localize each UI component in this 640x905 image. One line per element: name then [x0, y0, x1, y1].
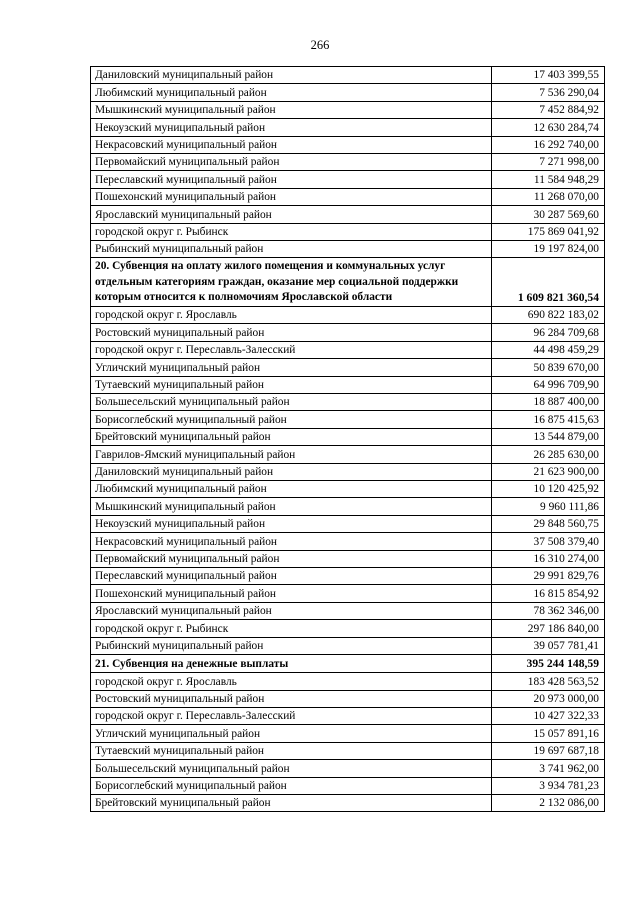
amount-cell: 183 428 563,52 — [492, 673, 605, 690]
amount-cell: 16 815 854,92 — [492, 585, 605, 602]
table-row — [91, 463, 605, 480]
amount-cell: 16 875 415,63 — [492, 411, 605, 428]
recipient-name: Ростовский муниципальный район — [91, 324, 492, 341]
amount-cell: 78 362 346,00 — [492, 602, 605, 619]
recipient-name: Тутаевский муниципальный район — [91, 742, 492, 759]
amount-cell: 12 630 284,74 — [492, 119, 605, 136]
table-row — [91, 602, 605, 619]
amount-cell: 19 197 824,00 — [492, 240, 605, 257]
table-row — [91, 567, 605, 584]
table-row — [91, 171, 605, 188]
amount-cell: 26 285 630,00 — [492, 446, 605, 463]
page-number: 266 — [310, 38, 330, 52]
amount-cell: 297 186 840,00 — [492, 620, 605, 637]
recipient-name: Любимский муниципальный район — [91, 480, 492, 497]
table-row — [91, 153, 605, 170]
table-row — [91, 760, 605, 777]
recipient-name: Мышкинский муниципальный район — [91, 498, 492, 515]
recipient-name: Некоузский муниципальный район — [91, 119, 492, 136]
amount-cell: 16 310 274,00 — [492, 550, 605, 567]
recipient-name: городской округ г. Рыбинск — [91, 620, 492, 637]
amount-cell: 50 839 670,00 — [492, 359, 605, 376]
recipient-name: Брейтовский муниципальный район — [91, 428, 492, 445]
recipient-name: Угличский муниципальный район — [91, 359, 492, 376]
table-row — [91, 498, 605, 515]
table-row — [91, 725, 605, 742]
recipient-name: Большесельский муниципальный район — [91, 394, 492, 411]
table-row — [91, 394, 605, 411]
table-row — [91, 84, 605, 101]
budget-table-body — [91, 67, 605, 812]
amount-cell: 96 284 709,68 — [492, 324, 605, 341]
table-row — [91, 240, 605, 257]
recipient-name: Мышкинский муниципальный район — [91, 101, 492, 118]
recipient-name: Гаврилов-Ямский муниципальный район — [91, 446, 492, 463]
amount-cell: 39 057 781,41 — [492, 637, 605, 654]
amount-cell: 3 934 781,23 — [492, 777, 605, 794]
amount-cell: 175 869 041,92 — [492, 223, 605, 240]
amount-cell: 10 120 425,92 — [492, 480, 605, 497]
section-total: 395 244 148,59 — [492, 654, 605, 672]
table-row — [91, 428, 605, 445]
recipient-name: Некоузский муниципальный район — [91, 515, 492, 532]
recipient-name: Некрасовский муниципальный район — [91, 533, 492, 550]
table-row — [91, 708, 605, 725]
amount-cell: 18 887 400,00 — [492, 394, 605, 411]
recipient-name: Пошехонский муниципальный район — [91, 585, 492, 602]
table-row — [91, 206, 605, 223]
amount-cell: 19 697 687,18 — [492, 742, 605, 759]
recipient-name: Большесельский муниципальный район — [91, 760, 492, 777]
amount-cell: 13 544 879,00 — [492, 428, 605, 445]
recipient-name: Любимский муниципальный район — [91, 84, 492, 101]
table-row — [91, 376, 605, 393]
table-row — [91, 446, 605, 463]
amount-cell: 44 498 459,29 — [492, 341, 605, 358]
section-row — [91, 258, 605, 307]
amount-cell: 2 132 086,00 — [492, 795, 605, 812]
amount-cell: 20 973 000,00 — [492, 690, 605, 707]
recipient-name: Борисоглебский муниципальный район — [91, 411, 492, 428]
recipient-name: Рыбинский муниципальный район — [91, 240, 492, 257]
table-row — [91, 533, 605, 550]
table-row — [91, 411, 605, 428]
recipient-name: Некрасовский муниципальный район — [91, 136, 492, 153]
recipient-name: городской округ г. Переславль-Залесский — [91, 341, 492, 358]
table-row — [91, 359, 605, 376]
table-row — [91, 119, 605, 136]
recipient-name: городской округ г. Ярославль — [91, 307, 492, 324]
amount-cell: 64 996 709,90 — [492, 376, 605, 393]
section-row — [91, 654, 605, 672]
recipient-name: Переславский муниципальный район — [91, 567, 492, 584]
recipient-name: Первомайский муниципальный район — [91, 550, 492, 567]
recipient-name: Рыбинский муниципальный район — [91, 637, 492, 654]
amount-cell: 37 508 379,40 — [492, 533, 605, 550]
table-row — [91, 307, 605, 324]
section-title: 21. Субвенция на денежные выплаты — [91, 654, 492, 672]
recipient-name: Угличский муниципальный район — [91, 725, 492, 742]
amount-cell: 17 403 399,55 — [492, 67, 605, 84]
section-total: 1 609 821 360,54 — [492, 258, 605, 307]
recipient-name: Переславский муниципальный район — [91, 171, 492, 188]
table-row — [91, 620, 605, 637]
recipient-name: Тутаевский муниципальный район — [91, 376, 492, 393]
recipient-name: городской округ г. Рыбинск — [91, 223, 492, 240]
amount-cell: 11 268 070,00 — [492, 188, 605, 205]
table-row — [91, 690, 605, 707]
table-row — [91, 742, 605, 759]
amount-cell: 15 057 891,16 — [492, 725, 605, 742]
table-row — [91, 550, 605, 567]
amount-cell: 16 292 740,00 — [492, 136, 605, 153]
amount-cell: 690 822 183,02 — [492, 307, 605, 324]
table-row — [91, 637, 605, 654]
recipient-name: Первомайский муниципальный район — [91, 153, 492, 170]
amount-cell: 29 991 829,76 — [492, 567, 605, 584]
recipient-name: городской округ г. Ярославль — [91, 673, 492, 690]
table-row — [91, 223, 605, 240]
recipient-name: Пошехонский муниципальный район — [91, 188, 492, 205]
recipient-name: Ростовский муниципальный район — [91, 690, 492, 707]
table-row — [91, 480, 605, 497]
section-title: 20. Субвенция на оплату жилого помещения и коммунальных услуг отдельным категориям граждан, оказание мер социальной поддержки которым относится к полномочиям Ярославской области — [91, 258, 492, 307]
table-row — [91, 101, 605, 118]
recipient-name: Брейтовский муниципальный район — [91, 795, 492, 812]
recipient-name: Ярославский муниципальный район — [91, 602, 492, 619]
recipient-name: Борисоглебский муниципальный район — [91, 777, 492, 794]
table-row — [91, 341, 605, 358]
recipient-name: Даниловский муниципальный район — [91, 67, 492, 84]
amount-cell: 7 271 998,00 — [492, 153, 605, 170]
table-row — [91, 585, 605, 602]
table-row — [91, 188, 605, 205]
recipient-name: Даниловский муниципальный район — [91, 463, 492, 480]
table-row — [91, 67, 605, 84]
table-row — [91, 795, 605, 812]
amount-cell: 7 536 290,04 — [492, 84, 605, 101]
table-row — [91, 324, 605, 341]
amount-cell: 30 287 569,60 — [492, 206, 605, 223]
table-row — [91, 777, 605, 794]
amount-cell: 9 960 111,86 — [492, 498, 605, 515]
amount-cell: 11 584 948,29 — [492, 171, 605, 188]
amount-cell: 21 623 900,00 — [492, 463, 605, 480]
amount-cell: 10 427 322,33 — [492, 708, 605, 725]
recipient-name: Ярославский муниципальный район — [91, 206, 492, 223]
table-row — [91, 673, 605, 690]
amount-cell: 29 848 560,75 — [492, 515, 605, 532]
budget-table — [90, 66, 605, 812]
table-row — [91, 136, 605, 153]
amount-cell: 3 741 962,00 — [492, 760, 605, 777]
amount-cell: 7 452 884,92 — [492, 101, 605, 118]
table-row — [91, 515, 605, 532]
recipient-name: городской округ г. Переславль-Залесский — [91, 708, 492, 725]
